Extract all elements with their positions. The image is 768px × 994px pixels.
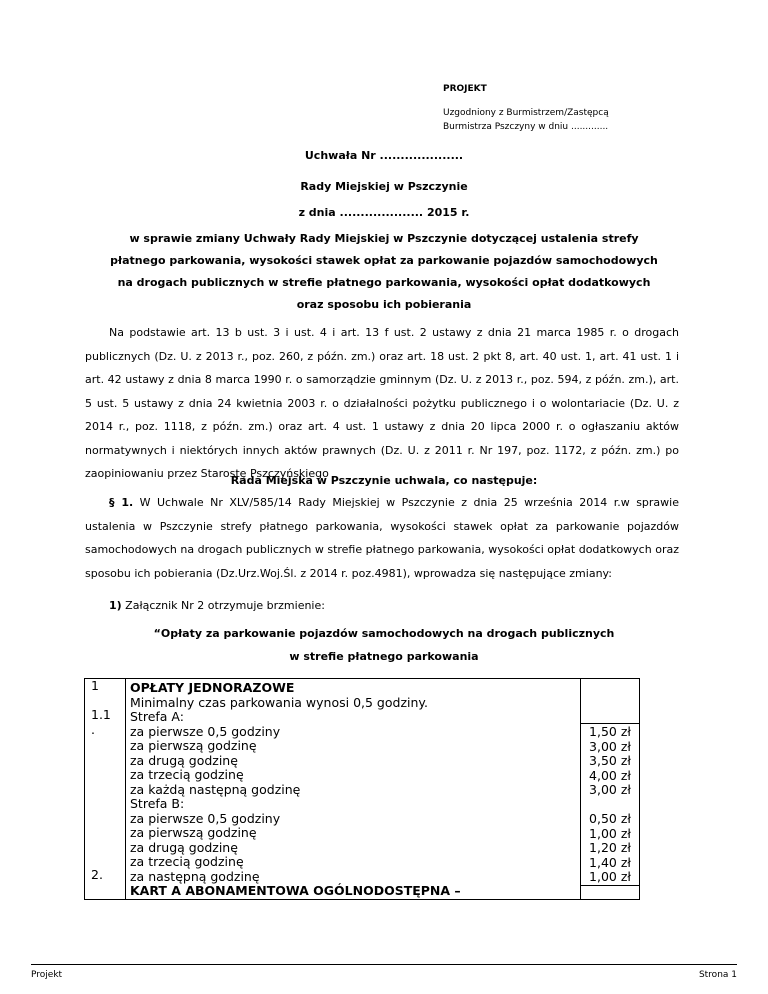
price-value: 1,00 zł [589, 869, 631, 884]
price-value: 1,20 zł [589, 840, 631, 855]
row-number: 1 [91, 678, 99, 693]
annex-title-line-2: w strefie płatnego parkowania [289, 650, 479, 663]
price-value: 1,00 zł [589, 825, 631, 841]
council-name: Rady Miejskiej w Pszczynie [300, 180, 468, 193]
price-column [581, 679, 640, 900]
list-item: Minimalny czas parkowania wynosi 0,5 godziny. [130, 694, 428, 710]
list-item: za każdą następną godzinę [130, 781, 301, 797]
project-header [443, 82, 609, 134]
description-column [126, 679, 581, 900]
resolution-number: Uchwała Nr .................... [304, 149, 464, 162]
section-1-text: W Uchwale Nr XLV/585/14 Rady Miejskiej w Pszczynie z dnia 25 września 2014 r.w sprawie ustalenia w Pszczynie strefy płatnego parkowania, wysokości stawek opłat za parkowanie pojazdów samochodowych na drogach publicznych w strefie płatnego parkowania, wysokości opłat dodatkowych oraz sposobu ich pobierania (Dz.Urz.Woj.Śl. z 2014 r. poz.4981), wprowadza się następujące zmiany: [85, 496, 679, 580]
price-value: 3,00 zł [589, 738, 631, 754]
section-heading: OPŁATY JEDNORAZOWE [130, 680, 295, 695]
subject-line-2: płatnego parkowania, wysokości stawek opłat za parkowanie pojazdów samochodowych [110, 254, 658, 267]
resolves-heading: Rada Miejska w Pszczynie uchwala, co następuje: [230, 474, 538, 487]
list-item: za pierwsze 0,5 godziny [130, 810, 281, 826]
list-item: za następną godzinę [130, 868, 260, 884]
row-number: . [91, 721, 95, 737]
list-item: za pierwszą godzinę [130, 738, 257, 753]
price-value: 3,00 zł [589, 782, 631, 797]
price-box [581, 723, 639, 886]
footer-divider [31, 964, 737, 965]
price-value: 3,50 zł [589, 753, 631, 768]
row-number: 2. [91, 866, 103, 882]
list-item: za drugą godzinę [130, 752, 238, 768]
annex-title-line-1: “Opłaty za parkowanie pojazdów samochodowych na drogach publicznych [153, 627, 615, 640]
list-item: za trzecią godzinę [130, 854, 244, 869]
footer-left-label: Projekt [31, 970, 63, 980]
price-value: 0,50 zł [589, 811, 631, 826]
row-number: 1.1 [91, 707, 111, 722]
point-1 [85, 594, 679, 618]
price-value: 1,50 zł [589, 724, 631, 739]
list-item: za trzecią godzinę [130, 767, 244, 782]
project-label: PROJEKT [443, 84, 487, 94]
list-item: Strefa A: [130, 709, 184, 724]
section-1-label: § 1. [109, 496, 134, 509]
price-value: 4,00 zł [589, 767, 631, 783]
page-number: Strona 1 [698, 970, 737, 980]
list-item: Strefa B: [130, 796, 185, 811]
subject-line-4: oraz sposobu ich pobierania [296, 298, 472, 311]
number-column [85, 679, 126, 900]
fees-table [84, 678, 640, 900]
list-item: za pierwszą godzinę [130, 825, 257, 840]
agreement-line-1: Uzgodniony z Burmistrzem/Zastępcą [443, 108, 609, 118]
price-value: 1,40 zł [589, 854, 631, 870]
preamble [85, 321, 679, 486]
agreement-line-2: Burmistrza Pszczyny w dniu ............. [443, 122, 609, 132]
list-item: za pierwsze 0,5 godziny [130, 723, 281, 739]
subject-line-1: w sprawie zmiany Uchwały Rady Miejskiej w Pszczynie dotyczącej ustalenia strefy [129, 232, 639, 245]
section-1 [85, 491, 679, 585]
subject-line-3: na drogach publicznych w strefie płatnego parkowania, wysokości opłat dodatkowych [117, 276, 651, 289]
point-1-text: Załącznik Nr 2 otrzymuje brzmienie: [121, 599, 325, 612]
table-row [85, 679, 640, 900]
list-item: za drugą godzinę [130, 839, 238, 855]
preamble-text: Na podstawie art. 13 b ust. 3 i ust. 4 i art. 13 f ust. 2 ustawy z dnia 21 marca 1985 r. o drogach publicznych (Dz. U. z 2013 r., poz. 260, z późn. zm.) oraz art. 18 ust. 2 pkt 8, art. 40 ust. 1, art. 41 ust. 1 i art. 42 ustawy z dnia 8 marca 1990 r. o samorządzie gminnym (Dz. U. z 2013 r., poz. 594, z późn. zm.), art. 5 ust. 5 ustawy z dnia 24 kwietnia 2003 r. o działalności pożytku publicznego i o wolontariacie (Dz. U. z 2014 r., poz. 1118, z późn. zm.) oraz art. 4 ust. 1 ustawy z dnia 20 lipca 2000 r. o ogłaszaniu aktów normatywnych i niektórych innych aktów prawnych (Dz. U. z 2011 r. Nr 197, poz. 1172, z późn. zm.) po zaopiniowaniu przez Starostę Pszczyńskiego [85, 326, 679, 480]
section-heading: KART A ABONAMENTOWA OGÓLNODOSTĘPNA – [130, 883, 461, 898]
point-1-label: 1) [109, 599, 122, 612]
resolution-date: z dnia .................... 2015 r. [298, 206, 470, 219]
